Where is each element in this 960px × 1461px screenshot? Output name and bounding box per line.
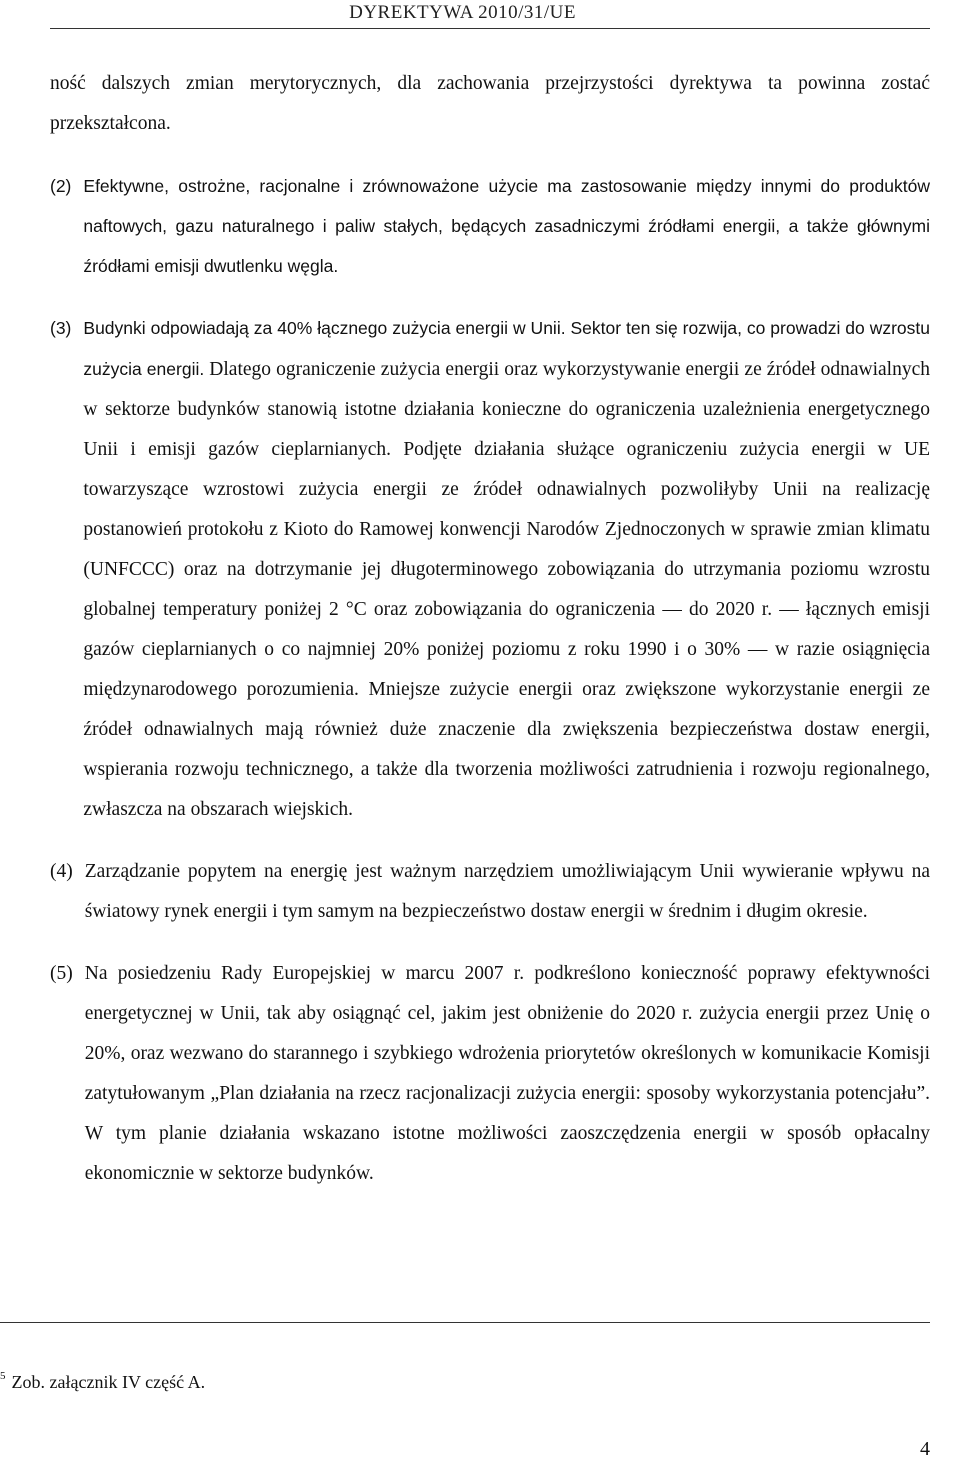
footnote-marker: 5	[0, 1370, 6, 1382]
header-divider	[50, 28, 930, 29]
footnote	[0, 1372, 205, 1393]
page-header	[0, 0, 960, 30]
recital-3	[50, 308, 930, 830]
recital-text-sans: Budynki odpowiadają za 40% łącznego zużycia energii w Unii. Sektor ten się rozwija, co prowadzi do wzrostu zużycia energii.	[83, 318, 930, 379]
recital-text	[83, 308, 930, 830]
recital-4	[50, 852, 930, 932]
footnote-divider	[0, 1322, 930, 1323]
document-body	[50, 64, 930, 1194]
recital-number: (3)	[50, 318, 72, 338]
recital-text: Efektywne, ostrożne, racjonalne i zrównoważone użycie ma zastosowanie między innymi do produktów naftowych, gazu naturalnego i paliw stałych, będących zasadniczymi źródłami energii, a także głównymi źródłami emisji dwutlenku węgla.	[83, 176, 930, 276]
footnote-text: Zob. załącznik IV część A.	[11, 1372, 206, 1392]
recital-2	[50, 166, 930, 286]
recital-number: (2)	[50, 176, 72, 196]
document-title: DYREKTYWA 2010/31/UE	[349, 2, 576, 23]
recital-number: (4)	[50, 861, 73, 882]
paragraph-continuation: ność dalszych zmian merytorycznych, dla zachowania przejrzystości dyrektywa ta powinna zostać przekształcona.	[50, 73, 930, 134]
page-number: 4	[920, 1438, 930, 1460]
recital-text: Na posiedzeniu Rady Europejskiej w marcu 2007 r. podkreślono konieczność poprawy efektywności energetycznej w Unii, tak aby osiągnąć cel, jakim jest obniżenie do 2020 r. zużycia energii przez Unię o 20%, oraz wezwano do starannego i szybkiego wdrożenia priorytetów określonych w komunikacie Komisji zatytułowanym „Plan działania na rzecz racjonalizacji zużycia energii: sposoby wykorzystania potencjału”. W tym planie działania wskazano istotne możliwości zaoszczędzenia energii w sposób opłacalny ekonomicznie w sektorze budynków.	[84, 963, 930, 1184]
recital-5	[50, 954, 930, 1194]
recital-text: Zarządzanie popytem na energię jest ważnym narzędziem umożliwiającym Unii wywieranie wpływu na światowy rynek energii i tym samym na bezpieczeństwo dostaw energii w średnim i długim okresie.	[84, 861, 930, 922]
recital-number: (5)	[50, 963, 73, 984]
recital-text-serif: Dlatego ograniczenie zużycia energii oraz wykorzystywanie energii ze źródeł odnawialnych w sektorze budynków stanowią istotne działania konieczne do ograniczenia uzależnienia energetycznego Unii i emisji gazów cieplarnianych. Podjęte działania służące ograniczeniu zużycia energii w UE towarzyszące wzrostowi zużycia energii ze źródeł odnawialnych pozwoliłyby Unii na realizację postanowień protokołu z Kioto do Ramowej konwencji Narodów Zjednoczonych w sprawie zmian klimatu (UNFCCC) oraz na dotrzymanie jej długoterminowego zobowiązania do utrzymania poziomu wzrostu globalnej temperatury poniżej 2 °C oraz zobowiązania do ograniczenia — do 2020 r. — łącznych emisji gazów cieplarnianych o co najmniej 20% poniżej poziomu z roku 1990 i o 30% — w razie osiągnięcia międzynarodowego porozumienia. Mniejsze zużycie energii oraz zwiększone wykorzystanie energii ze źródeł odnawialnych mają również duże znaczenie dla zwiększenia bezpieczeństwa dostaw energii, wspierania rozwoju technicznego, a także dla tworzenia możliwości zatrudnienia i rozwoju regionalnego, zwłaszcza na obszarach wiejskich.	[83, 359, 930, 820]
